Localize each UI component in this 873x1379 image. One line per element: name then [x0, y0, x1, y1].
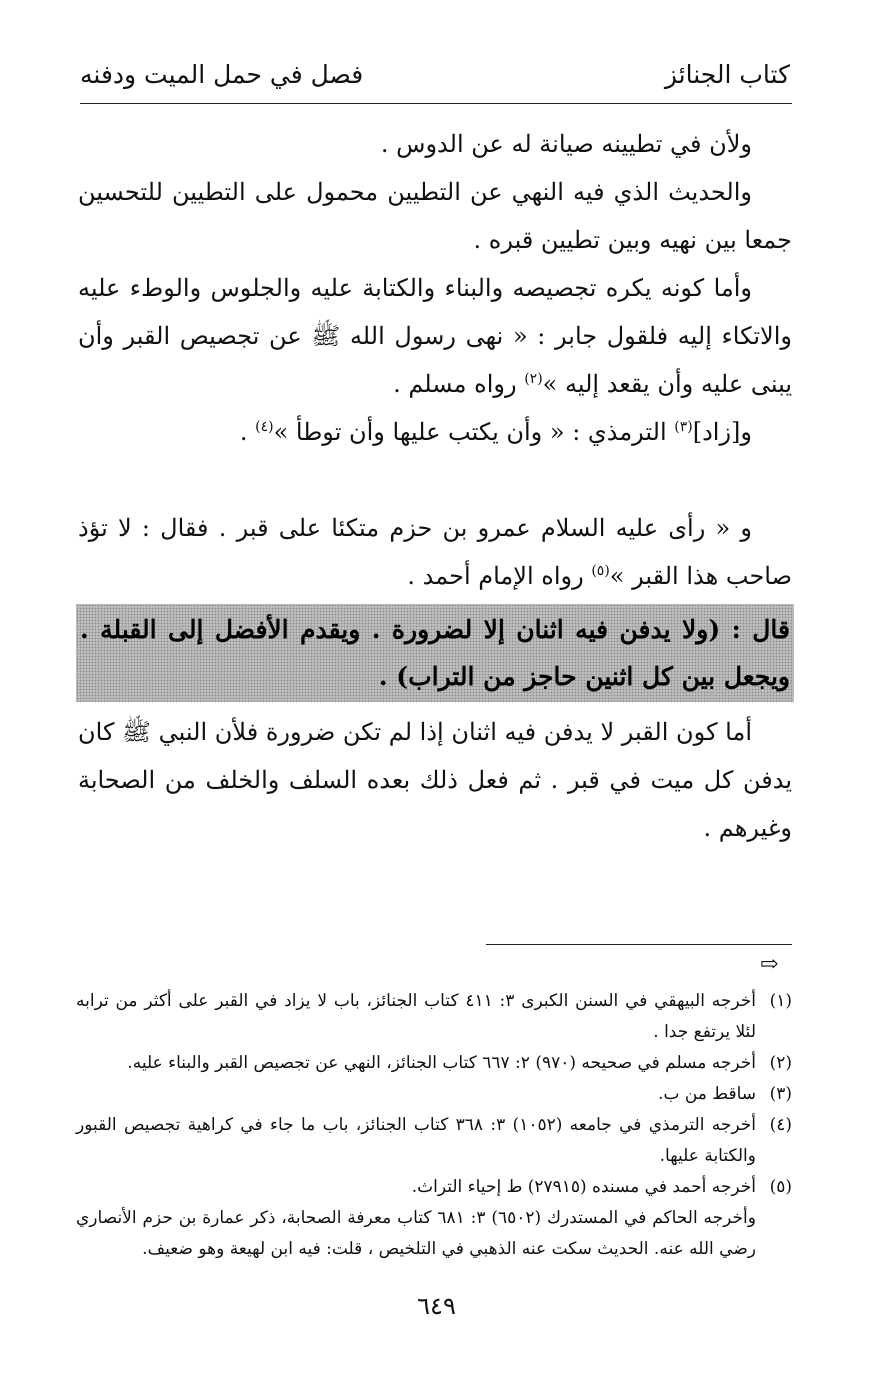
paragraph-4-text: و[زاد] — [692, 418, 752, 446]
book-title: كتاب الجنائز — [664, 60, 790, 89]
paragraph-3-end: رواه مسلم . — [393, 370, 525, 398]
footnotes — [76, 986, 792, 1265]
matn-text: قال : (ولا يدفن فيه اثنان إلا لضرورة . ويقدم الأفضل إلى القبلة . ويجعل بين كل اثنين حاجز من التراب) . — [80, 615, 790, 691]
footnote-text: ساقط من ب. — [658, 1084, 756, 1104]
footnote-1 — [76, 986, 792, 1048]
paragraph-4-end: . — [239, 418, 256, 446]
header-divider — [80, 103, 792, 104]
main-text-block-1 — [78, 120, 792, 456]
paragraph-1: ولأن في تطيينه صيانة له عن الدوس . — [380, 130, 752, 158]
paragraph-4-mid: الترمذي : « وأن يكتب عليها وأن توطأ » — [273, 418, 675, 446]
paragraph-3-text: وأما كونه يكره تجصيصه والبناء والكتابة عليه والجلوس والوطء عليه والاتكاء إليه فلقول جابر : « نهى رسول الله ﷺ عن تجصيص القبر وأن يبنى عليه وأن يقعد إليه » — [78, 274, 792, 398]
paragraph-4 — [78, 408, 792, 456]
footnote-text: أخرجه الترمذي في جامعه (١٠٥٢) ٣: ٣٦٨ كتاب الجنائز، باب ما جاء في كراهية تجصيص القبور والكتابة عليها. — [76, 1115, 756, 1166]
paragraph-5-end: رواه الإمام أحمد . — [407, 562, 592, 590]
footnote-2 — [76, 1048, 792, 1079]
running-header — [80, 58, 790, 98]
footnote-number: (٤) — [769, 1115, 792, 1135]
footnote-divider — [486, 944, 792, 945]
footnote-number: (٢) — [769, 1053, 792, 1073]
footnote-text: أخرجه البيهقي في السنن الكبرى ٣: ٤١١ كتاب الجنائز، باب لا يزاد في القبر على أكثر من ترابه لئلا يرتفع جدا . — [76, 991, 756, 1042]
continuation-arrow-icon: ⇨ — [760, 952, 779, 977]
main-text-block-2 — [78, 504, 792, 600]
chapter-title: فصل في حمل الميت ودفنه — [80, 60, 364, 89]
footnote-text: أخرجه مسلم في صحيحه (٩٧٠) ٢: ٦٦٧ كتاب الجنائز، النهي عن تجصيص القبر والبناء عليه. — [127, 1053, 756, 1073]
footnote-ref-2: (٢) — [524, 371, 543, 387]
matn-highlight-box — [76, 604, 794, 702]
footnote-text: أخرجه أحمد في مسنده (٢٧٩١٥) ط إحياء التراث. — [411, 1177, 756, 1197]
footnote-ref-5: (٥) — [591, 563, 610, 579]
paragraph-3 — [78, 264, 792, 408]
paragraph-5 — [78, 504, 792, 600]
footnote-ref-4: (٤) — [255, 419, 274, 435]
paragraph-6: أما كون القبر لا يدفن فيه اثنان إذا لم تكن ضرورة فلأن النبي ﷺ كان يدفن كل ميت في قبر . ثم فعل ذلك بعده السلف والخلف من الصحابة وغيرهم . — [78, 718, 792, 842]
paragraph-5-text: و « رأى عليه السلام عمرو بن حزم متكئا على قبر . فقال : لا تؤذ صاحب هذا القبر » — [78, 514, 792, 590]
footnote-number: (٥) — [769, 1177, 792, 1197]
footnote-ref-3: (٣) — [674, 419, 693, 435]
footnote-3 — [76, 1079, 792, 1110]
page-number: ٦٤٩ — [417, 1292, 456, 1320]
footnote-4 — [76, 1110, 792, 1172]
main-text-block-3 — [78, 708, 792, 852]
footnote-5-continuation: وأخرجه الحاكم في المستدرك (٦٥٠٢) ٣: ٦٨١ كتاب معرفة الصحابة، ذكر عمارة بن حزم الأنصاري رضي الله عنه. الحديث سكت عنه الذهبي في التلخيص ، قلت: فيه ابن لهيعة وهو ضعيف. — [76, 1208, 756, 1259]
footnote-5 — [76, 1172, 792, 1203]
footnote-number: (٣) — [769, 1084, 792, 1104]
footnote-number: (١) — [769, 991, 792, 1011]
paragraph-2: والحديث الذي فيه النهي عن التطيين محمول على التطيين للتحسين جمعا بين نهيه وبين تطيين قبره . — [78, 178, 792, 254]
